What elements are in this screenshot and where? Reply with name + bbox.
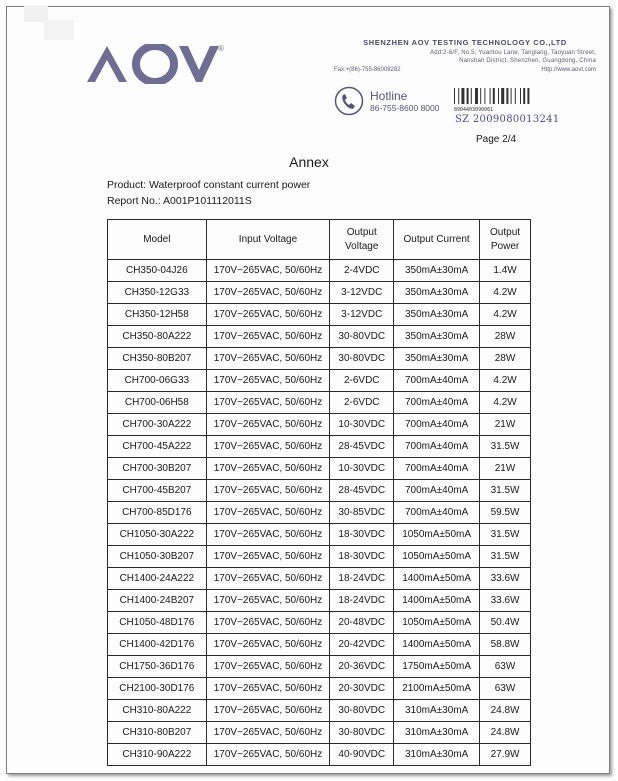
header-output-voltage: Output Voltage [330, 220, 394, 260]
output-current-cell: 1050mA±50mA [394, 546, 480, 568]
input-voltage-cell: 170V~265VAC, 50/60Hz [206, 282, 330, 304]
output-voltage-cell: 20-30VDC [330, 678, 394, 700]
output-voltage-cell: 28-45VDC [330, 480, 394, 502]
barcode-bar [480, 88, 481, 104]
registered-mark: ® [218, 44, 224, 53]
output-voltage-cell: 18-24VDC [330, 590, 394, 612]
input-voltage-cell: 170V~265VAC, 50/60Hz [206, 700, 330, 722]
output-power-cell: 63W [480, 656, 531, 678]
model-cell: CH1750-36D176 [108, 656, 207, 678]
table-row [108, 304, 531, 326]
output-power-cell: 33.6W [480, 590, 531, 612]
model-cell: CH1400-42D176 [108, 634, 207, 656]
input-voltage-cell: 170V~265VAC, 50/60Hz [206, 348, 330, 370]
model-cell: CH700-45B207 [108, 480, 207, 502]
output-current-cell: 350mA±30mA [394, 326, 480, 348]
input-voltage-cell: 170V~265VAC, 50/60Hz [206, 436, 330, 458]
output-voltage-cell: 3-12VDC [330, 304, 394, 326]
input-voltage-cell: 170V~265VAC, 50/60Hz [206, 480, 330, 502]
input-voltage-cell: 170V~265VAC, 50/60Hz [206, 392, 330, 414]
phone-icon [334, 86, 366, 116]
output-voltage-cell: 30-80VDC [330, 348, 394, 370]
aov-logo [85, 44, 225, 84]
model-cell: CH700-45A222 [108, 436, 207, 458]
table-row [108, 480, 531, 502]
input-voltage-cell: 170V~265VAC, 50/60Hz [206, 634, 330, 656]
barcode-bar [467, 88, 469, 104]
input-voltage-cell: 170V~265VAC, 50/60Hz [206, 260, 330, 282]
table-row [108, 260, 531, 282]
table-row [108, 348, 531, 370]
barcode-bar [458, 88, 459, 104]
output-power-cell: 27.9W [480, 744, 531, 766]
hotline-label: Hotline [370, 89, 408, 103]
table-row [108, 678, 531, 700]
output-power-cell: 24.8W [480, 722, 531, 744]
address-line-1: Add:2-6/F, No.5, Yuantou Lane, Tanglang, Taoyuan Street, [430, 50, 596, 56]
input-voltage-cell: 170V~265VAC, 50/60Hz [206, 678, 330, 700]
output-voltage-cell: 10-30VDC [330, 414, 394, 436]
output-power-cell: 31.5W [480, 436, 531, 458]
output-voltage-cell: 20-36VDC [330, 656, 394, 678]
model-cell: CH700-06G33 [108, 370, 207, 392]
input-voltage-cell: 170V~265VAC, 50/60Hz [206, 414, 330, 436]
output-voltage-cell: 30-80VDC [330, 326, 394, 348]
input-voltage-cell: 170V~265VAC, 50/60Hz [206, 304, 330, 326]
output-voltage-cell: 30-80VDC [330, 700, 394, 722]
letterhead [334, 38, 596, 75]
output-power-cell: 31.5W [480, 524, 531, 546]
header-model: Model [108, 220, 207, 260]
output-voltage-cell: 10-30VDC [330, 458, 394, 480]
output-current-cell: 350mA±30mA [394, 282, 480, 304]
output-current-cell: 700mA±40mA [394, 436, 480, 458]
annex-title: Annex [289, 154, 329, 170]
output-voltage-cell: 18-30VDC [330, 546, 394, 568]
model-cell: CH2100-30D176 [108, 678, 207, 700]
output-power-cell: 4.2W [480, 392, 531, 414]
output-current-cell: 1050mA±50mA [394, 612, 480, 634]
output-voltage-cell: 18-30VDC [330, 524, 394, 546]
input-voltage-cell: 170V~265VAC, 50/60Hz [206, 502, 330, 524]
hotline-block [334, 86, 454, 116]
output-power-cell: 59.5W [480, 502, 531, 524]
output-power-cell: 4.2W [480, 304, 531, 326]
model-cell: CH1400-24B207 [108, 590, 207, 612]
output-power-cell: 31.5W [480, 546, 531, 568]
model-cell: CH350-80A222 [108, 326, 207, 348]
table-row [108, 436, 531, 458]
table-row [108, 414, 531, 436]
barcode-bar [498, 88, 499, 104]
barcode-bar [493, 88, 495, 104]
input-voltage-cell: 170V~265VAC, 50/60Hz [206, 326, 330, 348]
output-voltage-cell: 2-4VDC [330, 260, 394, 282]
header-output-power: Output Power [480, 220, 531, 260]
model-cell: CH310-80B207 [108, 722, 207, 744]
output-power-cell: 58.8W [480, 634, 531, 656]
model-cell: CH350-04J26 [108, 260, 207, 282]
output-voltage-cell: 20-42VDC [330, 634, 394, 656]
model-cell: CH700-30B207 [108, 458, 207, 480]
table-row [108, 392, 531, 414]
model-cell: CH700-06H58 [108, 392, 207, 414]
input-voltage-cell: 170V~265VAC, 50/60Hz [206, 568, 330, 590]
barcode-bar [471, 88, 472, 104]
barcode-digits: 8904403090061 [454, 107, 494, 112]
header-input-voltage: Input Voltage [206, 220, 330, 260]
output-power-cell: 1.4W [480, 260, 531, 282]
model-cell: CH350-80B207 [108, 348, 207, 370]
output-power-cell: 4.2W [480, 282, 531, 304]
output-current-cell: 700mA±40mA [394, 392, 480, 414]
output-current-cell: 1400mA±50mA [394, 590, 480, 612]
table-row [108, 656, 531, 678]
output-current-cell: 350mA±30mA [394, 348, 480, 370]
barcode-bar [490, 88, 491, 104]
output-voltage-cell: 18-24VDC [330, 568, 394, 590]
input-voltage-cell: 170V~265VAC, 50/60Hz [206, 612, 330, 634]
model-cell: CH1050-48D176 [108, 612, 207, 634]
table-row [108, 502, 531, 524]
table-row [108, 612, 531, 634]
model-cell: CH310-90A222 [108, 744, 207, 766]
input-voltage-cell: 170V~265VAC, 50/60Hz [206, 546, 330, 568]
model-cell: CH350-12H58 [108, 304, 207, 326]
output-current-cell: 1400mA±50mA [394, 568, 480, 590]
fax-number: Fax:+(86)-755-86008282 [334, 67, 401, 73]
output-power-cell: 31.5W [480, 480, 531, 502]
output-power-cell: 28W [480, 326, 531, 348]
barcode-bar [527, 88, 529, 104]
barcode-bar [475, 88, 478, 104]
output-power-cell: 63W [480, 678, 531, 700]
input-voltage-cell: 170V~265VAC, 50/60Hz [206, 656, 330, 678]
output-current-cell: 350mA±30mA [394, 304, 480, 326]
output-voltage-cell: 3-12VDC [330, 282, 394, 304]
table-row [108, 744, 531, 766]
input-voltage-cell: 170V~265VAC, 50/60Hz [206, 370, 330, 392]
output-voltage-cell: 20-48VDC [330, 612, 394, 634]
output-current-cell: 350mA±30mA [394, 260, 480, 282]
model-cell: CH310-80A222 [108, 700, 207, 722]
barcode-bar [523, 88, 525, 104]
output-current-cell: 700mA±40mA [394, 458, 480, 480]
output-voltage-cell: 2-6VDC [330, 392, 394, 414]
table-row [108, 282, 531, 304]
output-current-cell: 700mA±40mA [394, 370, 480, 392]
page-number: Page 2/4 [476, 134, 517, 145]
model-spec-table [107, 219, 531, 766]
input-voltage-cell: 170V~265VAC, 50/60Hz [206, 524, 330, 546]
output-power-cell: 21W [480, 458, 531, 480]
model-cell: CH700-85D176 [108, 502, 207, 524]
output-power-cell: 28W [480, 348, 531, 370]
website: Http://www.aovt.com [541, 67, 596, 73]
output-power-cell: 21W [480, 414, 531, 436]
output-current-cell: 310mA±30mA [394, 744, 480, 766]
table-row [108, 524, 531, 546]
table-row [108, 700, 531, 722]
scan-smudge [44, 20, 74, 40]
barcode-bar [506, 88, 508, 104]
input-voltage-cell: 170V~265VAC, 50/60Hz [206, 590, 330, 612]
address-line-2: Nanshan District, Shenzhen, Guangdong, China [459, 57, 596, 64]
output-power-cell: 50.4W [480, 612, 531, 634]
output-current-cell: 1400mA±50mA [394, 634, 480, 656]
barcode-bar [520, 88, 521, 104]
input-voltage-cell: 170V~265VAC, 50/60Hz [206, 722, 330, 744]
hotline-number: 86-755-8600 8000 [370, 103, 440, 113]
output-voltage-cell: 2-6VDC [330, 370, 394, 392]
model-cell: CH700-30A222 [108, 414, 207, 436]
table-row [108, 458, 531, 480]
output-current-cell: 700mA±40mA [394, 414, 480, 436]
output-voltage-cell: 30-80VDC [330, 722, 394, 744]
barcode-bar [501, 88, 504, 104]
output-current-cell: 2100mA±50mA [394, 678, 480, 700]
output-voltage-cell: 28-45VDC [330, 436, 394, 458]
company-name: SHENZHEN AOV TESTING TECHNOLOGY CO.,LTD [363, 38, 567, 47]
product-line: Product: Waterproof constant current power [107, 179, 311, 191]
output-current-cell: 1050mA±50mA [394, 524, 480, 546]
table-row [108, 590, 531, 612]
header-output-current: Output Current [394, 220, 480, 260]
report-number: Report No.: A001P101112011S [107, 195, 252, 207]
barcode-bar [461, 88, 464, 104]
output-current-cell: 310mA±30mA [394, 700, 480, 722]
table-row [108, 326, 531, 348]
table-row [108, 568, 531, 590]
serial-number: SZ 2009080013241 [455, 114, 560, 125]
output-power-cell: 4.2W [480, 370, 531, 392]
model-cell: CH350-12G33 [108, 282, 207, 304]
output-power-cell: 24.8W [480, 700, 531, 722]
input-voltage-cell: 170V~265VAC, 50/60Hz [206, 458, 330, 480]
input-voltage-cell: 170V~265VAC, 50/60Hz [206, 744, 330, 766]
output-voltage-cell: 40-90VDC [330, 744, 394, 766]
output-current-cell: 310mA±30mA [394, 722, 480, 744]
output-current-cell: 700mA±40mA [394, 480, 480, 502]
output-current-cell: 700mA±40mA [394, 502, 480, 524]
barcode-bar [484, 88, 485, 104]
output-power-cell: 33.6W [480, 568, 531, 590]
table-row [108, 634, 531, 656]
model-cell: CH1400-24A222 [108, 568, 207, 590]
barcode [452, 88, 548, 112]
barcode-bar [515, 88, 516, 104]
output-current-cell: 1750mA±50mA [394, 656, 480, 678]
barcode-bar [511, 88, 512, 104]
output-voltage-cell: 30-85VDC [330, 502, 394, 524]
table-row [108, 546, 531, 568]
model-cell: CH1050-30A222 [108, 524, 207, 546]
table-header-row [108, 220, 531, 260]
table-row [108, 722, 531, 744]
model-cell: CH1050-30B207 [108, 546, 207, 568]
table-row [108, 370, 531, 392]
barcode-bar [454, 88, 455, 104]
